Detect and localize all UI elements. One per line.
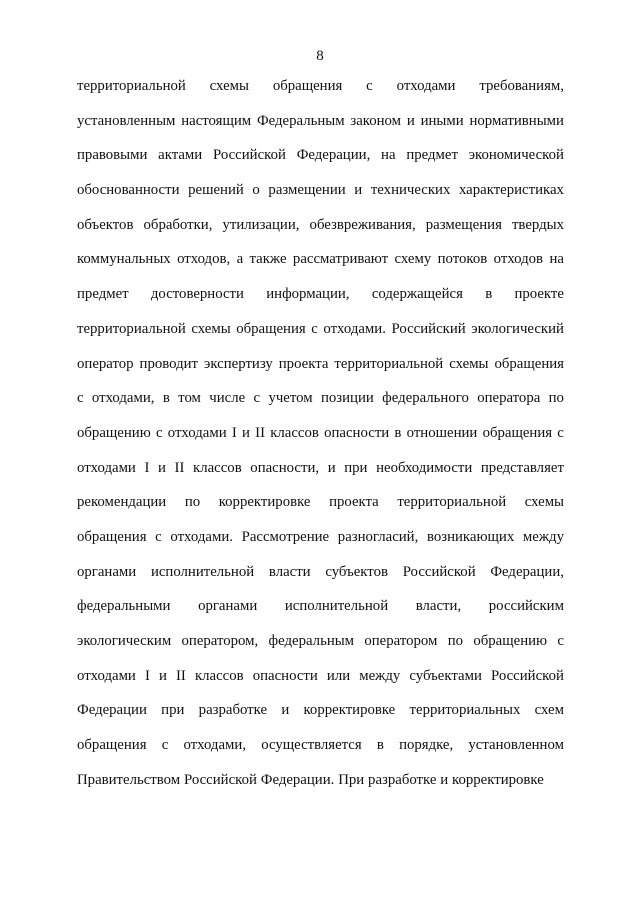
word: II: [174, 459, 185, 476]
text-line: [77, 735, 564, 770]
word: потоков: [437, 251, 488, 268]
word: федерального: [382, 390, 469, 407]
word: представляет: [480, 459, 564, 476]
text-line: [77, 145, 564, 180]
word: о: [252, 182, 260, 199]
text-line: [77, 596, 564, 631]
word: проекта: [278, 355, 329, 372]
word: При: [338, 771, 365, 788]
word: достоверности: [150, 286, 244, 303]
word: требованиям,: [479, 78, 564, 94]
text-line: [77, 388, 564, 423]
word: технических: [370, 182, 451, 199]
word: или: [326, 667, 351, 684]
text-line: [77, 354, 564, 389]
word: схемы: [449, 355, 489, 372]
word: Федерации.: [260, 771, 335, 788]
word: осуществляется: [261, 737, 362, 754]
word: экономической: [468, 147, 564, 164]
word: федеральными: [77, 598, 171, 615]
word: обоснованности: [77, 182, 180, 199]
text-line: [77, 770, 564, 805]
body-text: [77, 76, 564, 804]
word: власти: [268, 563, 311, 580]
word: отношении: [406, 424, 478, 441]
word: корректировке: [218, 494, 311, 511]
word: классов: [193, 459, 242, 476]
word: исполнительной: [150, 563, 255, 580]
word: проводит: [139, 355, 199, 372]
word: возникающих: [426, 528, 515, 545]
text-line: [77, 76, 564, 111]
text-line: [77, 631, 564, 666]
text-line: [77, 249, 564, 284]
word: обращения: [494, 355, 564, 372]
word: схем: [534, 702, 564, 719]
word: коммунальных: [77, 251, 171, 268]
word: и: [354, 182, 363, 199]
word: Федерации,: [296, 147, 371, 164]
word: правовыми: [77, 147, 148, 164]
word: отходами: [167, 424, 227, 441]
word: с: [161, 737, 169, 754]
word: также: [249, 251, 287, 268]
word: твердых: [511, 216, 564, 233]
word: отходами: [77, 459, 136, 476]
word: отходами.: [170, 528, 233, 545]
word: оператором,: [181, 633, 259, 649]
word: размещении: [268, 182, 346, 199]
text-line: [77, 666, 564, 701]
text-line: [77, 700, 564, 735]
word: необходимости: [376, 459, 473, 476]
word: отходами,: [183, 737, 247, 754]
word: Федерации,: [490, 563, 564, 580]
word: и: [158, 667, 167, 684]
word: с: [253, 390, 261, 407]
text-line: [77, 492, 564, 527]
word: утилизации,: [222, 216, 300, 233]
word: в: [394, 424, 402, 441]
word: территориальной: [77, 320, 186, 337]
word: при: [344, 459, 368, 476]
word: характеристиках: [458, 182, 564, 199]
word: с: [557, 633, 564, 649]
word: Российский: [391, 320, 466, 337]
word: установленном: [468, 737, 564, 754]
word: схему: [394, 251, 432, 268]
text-line: [77, 527, 564, 562]
word: I: [144, 667, 150, 684]
word: и: [327, 459, 336, 476]
word: при: [161, 702, 185, 719]
word: проекта: [329, 494, 379, 511]
word: с: [311, 320, 318, 337]
word: территориальной: [397, 494, 507, 511]
word: корректировке: [452, 771, 544, 788]
word: и: [440, 771, 449, 788]
word: оператора: [477, 390, 541, 407]
word: классов: [270, 424, 319, 441]
word: учетом: [268, 390, 313, 407]
word: обработки,: [143, 216, 213, 233]
word: экологическим: [77, 633, 172, 649]
word: рассматривают: [292, 251, 389, 268]
word: Федеральным: [256, 112, 345, 129]
word: отходами: [396, 78, 456, 94]
text-line: [77, 284, 564, 319]
word: обращения: [77, 737, 147, 754]
word: Федерации: [77, 702, 147, 719]
word: позиции: [320, 390, 374, 407]
word: решений: [188, 182, 244, 199]
word: Российской: [402, 563, 476, 580]
word: обращению: [473, 633, 548, 649]
text-line: [77, 319, 564, 354]
word: федеральным: [268, 633, 355, 649]
word: между: [359, 667, 401, 684]
word: обращения: [77, 528, 147, 545]
word: содержащейся: [371, 286, 463, 303]
word: размещения: [425, 216, 502, 233]
word: в: [485, 286, 493, 303]
word: российским: [488, 598, 564, 615]
word: отходами: [77, 667, 136, 684]
word: схемы: [209, 78, 249, 94]
word: законом: [350, 112, 402, 129]
page-number: 8: [316, 48, 324, 64]
word: I: [144, 459, 150, 476]
word: органами: [198, 598, 258, 615]
word: в: [376, 737, 384, 754]
word: I: [231, 424, 237, 441]
word: нормативными: [469, 112, 564, 129]
word: на: [549, 251, 564, 268]
word: территориальных: [409, 702, 521, 719]
word: отходов,: [177, 251, 231, 268]
text-line: [77, 562, 564, 597]
word: по: [548, 390, 564, 407]
word: разногласий,: [337, 528, 419, 545]
word: объектов: [77, 216, 134, 233]
word: числе: [209, 390, 246, 407]
word: корректировке: [303, 702, 396, 719]
word: с: [557, 424, 564, 441]
word: и: [406, 112, 415, 129]
text-line: [77, 458, 564, 493]
text-line: [77, 215, 564, 250]
word: а: [236, 251, 244, 268]
word: субъектами: [409, 667, 482, 684]
word: настоящим: [181, 112, 252, 129]
word: порядке,: [399, 737, 454, 754]
word: в: [162, 390, 170, 407]
word: предмет: [406, 147, 458, 164]
word: обезвреживания,: [309, 216, 416, 233]
word: Рассмотрение: [241, 528, 330, 545]
word: экспертизу: [204, 355, 273, 372]
word: схемы: [524, 494, 564, 511]
word: обращения: [236, 320, 306, 337]
word: с: [77, 390, 84, 407]
word: власти,: [415, 598, 462, 615]
word: с: [366, 78, 373, 94]
word: субъектов: [325, 563, 388, 580]
word: с: [155, 424, 163, 441]
word: оператор: [77, 355, 134, 372]
word: опасности,: [250, 459, 320, 476]
word: Российской: [212, 147, 286, 164]
word: органами: [77, 563, 137, 580]
word: разработке: [198, 702, 268, 719]
word: экологический: [471, 320, 564, 337]
word: рекомендации: [77, 494, 167, 511]
word: на: [381, 147, 396, 164]
word: территориальной: [77, 78, 186, 94]
text-line: [77, 423, 564, 458]
word: и: [281, 702, 290, 719]
word: актами: [158, 147, 203, 164]
word: Правительством: [77, 771, 181, 788]
word: с: [155, 528, 162, 545]
word: по: [184, 494, 201, 511]
word: иными: [420, 112, 464, 129]
word: II: [176, 667, 186, 684]
word: отходами,: [91, 390, 155, 407]
word: по: [447, 633, 464, 649]
word: информации,: [266, 286, 350, 303]
word: схемы: [191, 320, 231, 337]
word: опасности: [252, 667, 318, 684]
word: разработке: [368, 771, 437, 788]
word: обращению: [77, 424, 151, 441]
word: Российской: [183, 771, 257, 788]
word: том: [178, 390, 201, 407]
word: между: [522, 528, 564, 545]
word: исполнительной: [284, 598, 389, 615]
word: оператором: [364, 633, 438, 649]
word: Российской: [490, 667, 564, 684]
word: опасности: [324, 424, 390, 441]
word: классов: [194, 667, 244, 684]
word: II: [255, 424, 265, 441]
word: и: [242, 424, 250, 441]
text-line: [77, 111, 564, 146]
text-line: [77, 180, 564, 215]
word: установленным: [77, 112, 176, 129]
word: предмет: [77, 286, 129, 303]
word: территориальной: [334, 355, 444, 372]
word: отходами.: [323, 320, 386, 337]
word: обращения: [272, 78, 343, 94]
word: отходов: [493, 251, 544, 268]
word: обращения: [482, 424, 553, 441]
word: проекте: [514, 286, 564, 303]
word: и: [158, 459, 166, 476]
